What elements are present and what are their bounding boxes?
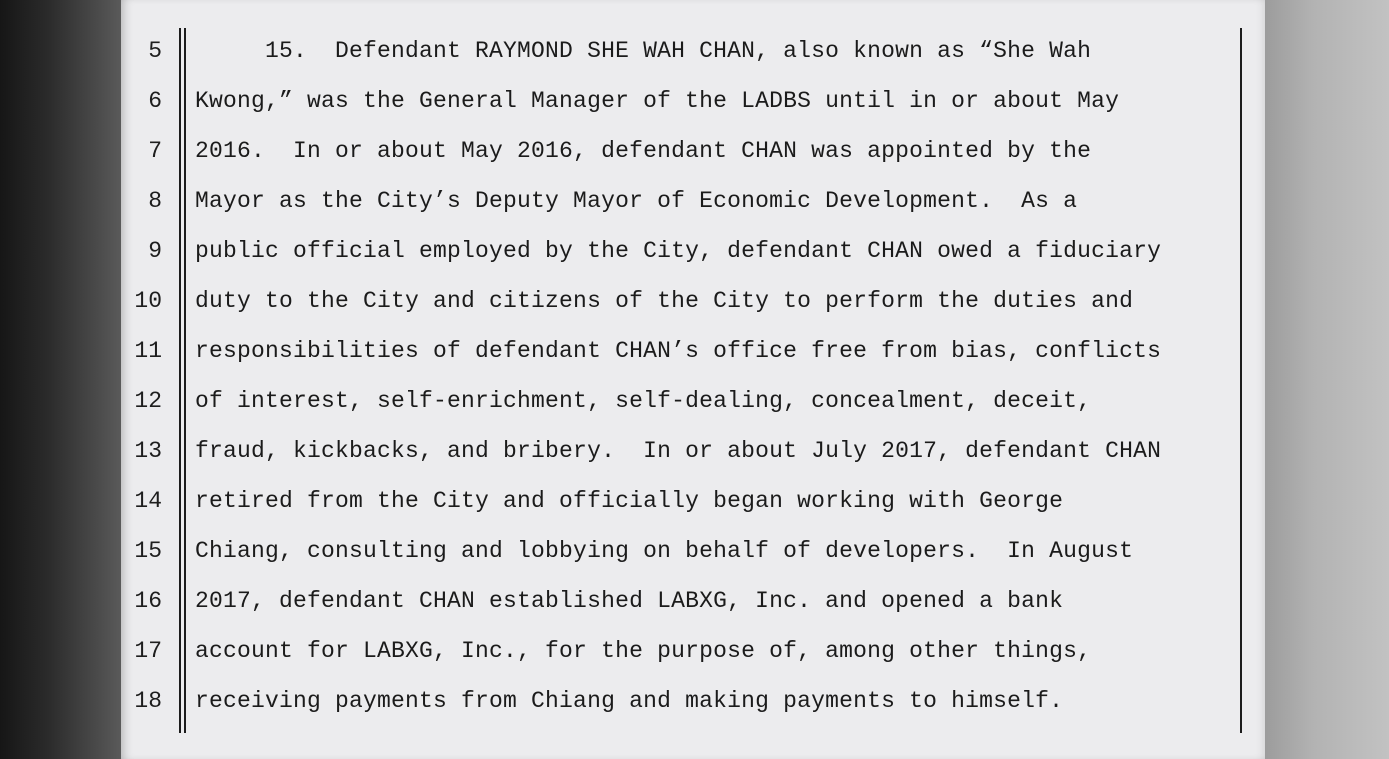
left-margin-rule-inner bbox=[184, 28, 186, 733]
text-line: responsibilities of defendant CHAN’s office free from bias, conflicts bbox=[195, 338, 1162, 364]
line-number: 14 bbox=[134, 488, 162, 514]
text-line: Mayor as the City’s Deputy Mayor of Economic Development. As a bbox=[195, 188, 1078, 214]
line-number: 17 bbox=[134, 638, 162, 664]
text-line: 2016. In or about May 2016, defendant CHAN was appointed by the bbox=[195, 138, 1092, 164]
text-line: Kwong,” was the General Manager of the LADBS until in or about May bbox=[195, 88, 1120, 114]
line-number: 11 bbox=[134, 338, 162, 364]
line-number: 5 bbox=[148, 38, 162, 64]
left-background bbox=[0, 0, 121, 759]
line-number: 15 bbox=[134, 538, 162, 564]
pleading-page bbox=[121, 0, 1265, 759]
left-margin-rule bbox=[179, 28, 181, 733]
line-number: 13 bbox=[134, 438, 162, 464]
text-line: public official employed by the City, defendant CHAN owed a fiduciary bbox=[195, 238, 1162, 264]
text-line: 15. Defendant RAYMOND SHE WAH CHAN, also known as “She Wah bbox=[195, 38, 1092, 64]
text-line: Chiang, consulting and lobbying on behalf of developers. In August bbox=[195, 538, 1134, 564]
text-line: account for LABXG, Inc., for the purpose of, among other things, bbox=[195, 638, 1092, 664]
text-line: receiving payments from Chiang and making payments to himself. bbox=[195, 688, 1064, 714]
line-number: 7 bbox=[148, 138, 162, 164]
text-line: of interest, self-enrichment, self-dealing, concealment, deceit, bbox=[195, 388, 1092, 414]
right-background bbox=[1265, 0, 1389, 759]
line-number: 18 bbox=[134, 688, 162, 714]
text-line: fraud, kickbacks, and bribery. In or about July 2017, defendant CHAN bbox=[195, 438, 1162, 464]
line-number: 10 bbox=[134, 288, 162, 314]
line-number: 16 bbox=[134, 588, 162, 614]
text-line: retired from the City and officially began working with George bbox=[195, 488, 1064, 514]
line-number: 8 bbox=[148, 188, 162, 214]
line-number: 12 bbox=[134, 388, 162, 414]
text-line: duty to the City and citizens of the City to perform the duties and bbox=[195, 288, 1134, 314]
line-number: 6 bbox=[148, 88, 162, 114]
line-number: 9 bbox=[148, 238, 162, 264]
right-margin-rule bbox=[1240, 28, 1242, 733]
text-line: 2017, defendant CHAN established LABXG, Inc. and opened a bank bbox=[195, 588, 1064, 614]
